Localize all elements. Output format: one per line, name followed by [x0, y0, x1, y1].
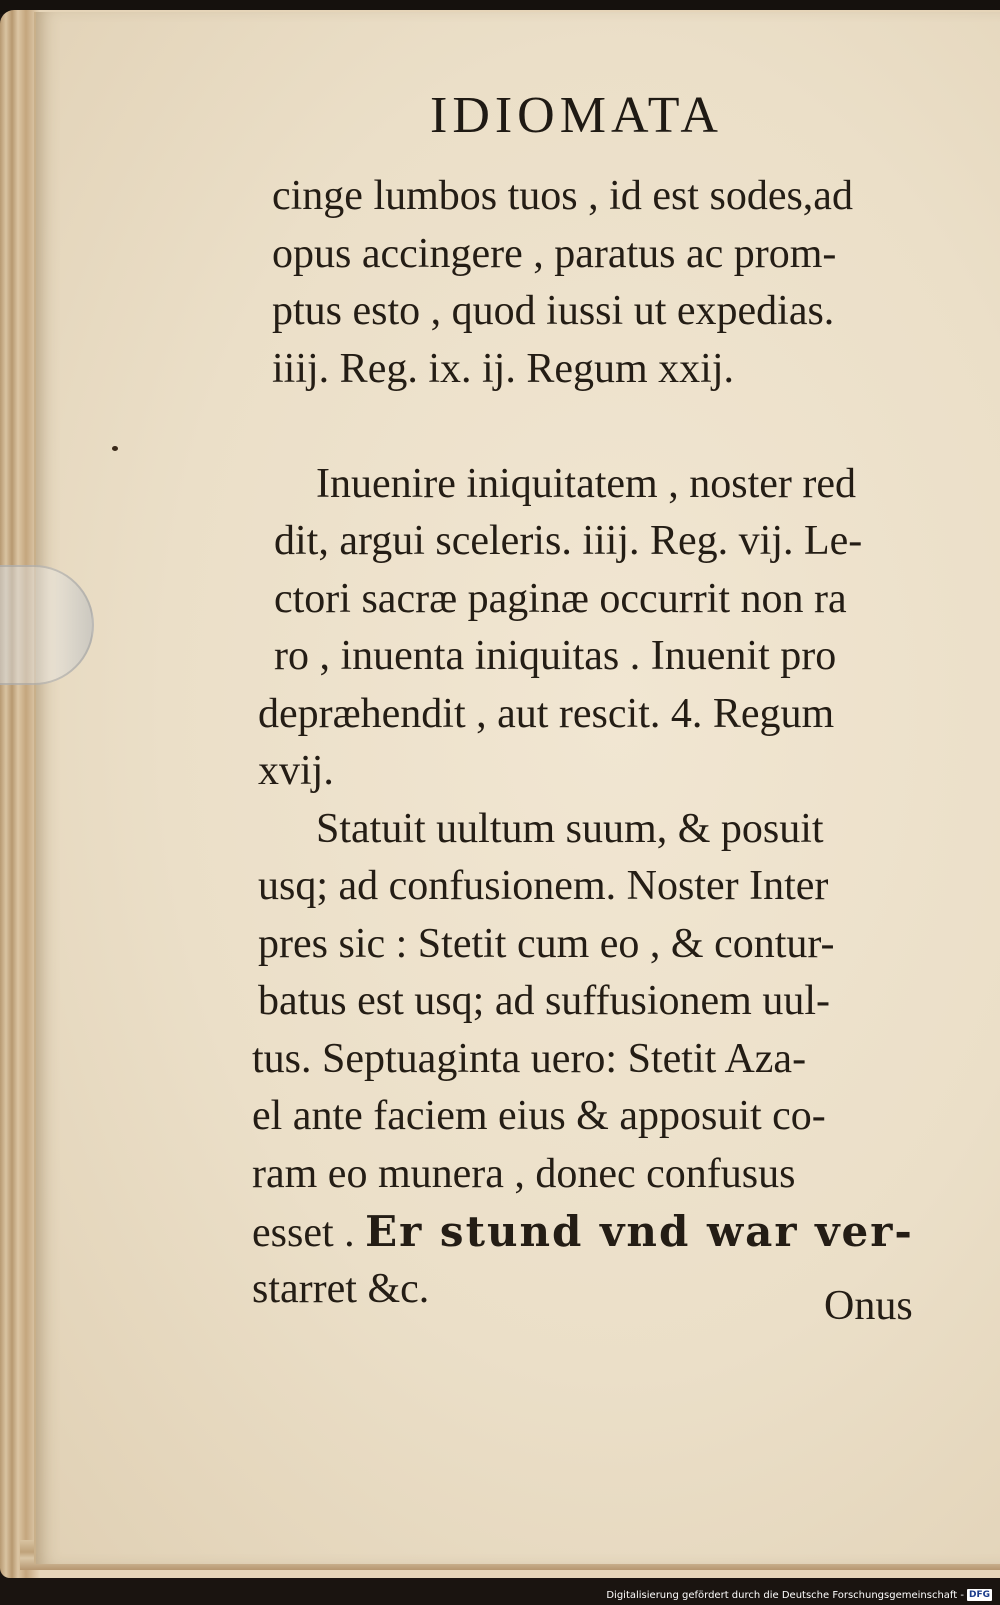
text-line: iiij. Reg. ix. ij. Regum xxij.	[272, 345, 734, 392]
text-line: tus. Septuaginta uero: Stetit Aza-	[252, 1035, 807, 1082]
text-line: xvij.	[258, 748, 334, 794]
text-line: ptus esto , quod iussi ut expedias.	[272, 288, 835, 334]
catchword: Onus	[824, 1283, 913, 1329]
text-line: ro , inuenta iniquitas . Inuenit pro	[274, 633, 837, 679]
text-line: pres sic : Stetit cum eo , & contur-	[258, 920, 835, 967]
text-line: ctori sacræ paginæ occurrit non ra	[274, 575, 847, 622]
text-line: dit, argui sceleris. iiij. Reg. vij. Le-	[274, 518, 863, 564]
text-line-mixed	[252, 1203, 952, 1261]
text-block	[252, 168, 952, 1318]
blank-line	[252, 398, 952, 456]
text-line: usq; ad confusionem. Noster Inter	[258, 863, 829, 909]
german-fragment: Er stund vnd war ver-	[365, 1207, 914, 1256]
text-line: Inuenire iniquitatem , noster red	[316, 460, 856, 507]
text-line: batus est usq; ad suffusionem uul-	[258, 978, 831, 1024]
text-line: opus accingere , paratus ac prom-	[272, 230, 837, 277]
text-line: depræhendit , aut rescit. 4. Regum	[258, 690, 835, 737]
running-head: IDIOMATA	[430, 87, 723, 144]
latin-fragment: esset .	[252, 1210, 366, 1256]
text-line: cinge lumbos tuos , id est sodes,ad	[272, 173, 853, 219]
text-line: Statuit uultum suum, & posuit	[316, 805, 824, 852]
text-line: starret &c.	[252, 1265, 430, 1312]
text-line: el ante faciem eius & apposuit co-	[252, 1093, 826, 1139]
credit-text: Digitalisierung gefördert durch die Deutsche Forschungsgemeinschaft -	[606, 1589, 964, 1601]
dfg-logo: DFG	[968, 1590, 990, 1600]
digitization-credit	[606, 1588, 992, 1602]
ink-spot	[112, 446, 118, 451]
text-line: ram eo munera , donec confusus	[252, 1150, 796, 1197]
